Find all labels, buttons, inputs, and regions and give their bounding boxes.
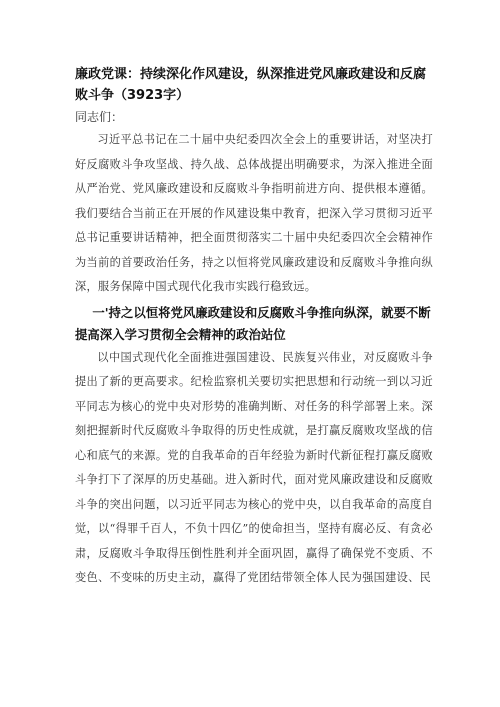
intro-paragraph: 习近平总书记在二十届中央纪委四次全会上的重要讲话，对坚决打好反腐败斗争攻坚战、持久战、总体战提出明确要求，为深入推进全面从严治党、党风廉政建设和反腐败斗争指明前进方向、提供根本遵循。我们要结合当前正在开展的作风建设集中教育，把深入学习贯彻习近平总书记重要讲话精神，把全面贯彻落实二十届中央纪委四次全会精神作为当前的首要政治任务，持之以恒将党风廉政建设和反腐败斗争推向纵深，服务保障中国式现代化我市实践行稳致远。 — [75, 133, 433, 293]
section-paragraph: 以中国式现代化全面推进强国建设、民族复兴伟业，对反腐败斗争提出了新的更高要求。纪检监察机关要切实把思想和行动统一到以习近平同志为核心的党中央对形势的准确判断、对任务的科学部署上来。深刻把握新时代反腐败斗争取得的历史性成就，是打赢反腐败攻坚战的信心和底气的来源。党的自我革命的百年经验为新时代新征程打赢反腐败斗争打下了深厚的历史基础。进入新时代，面对党风廉政建设和反腐败斗争的突出问题，以习近平同志为核心的党中央，以自我革命的高度自觉，以“得罪千百人，不负十四亿”的使命担当，坚持有腐必反、有贪必肃，反腐败斗争取得压倒性胜利并全面巩固，赢得了确保党不变质、不变色、不变味的历史主动，赢得了党团结带领全体人民为强国建设、民 — [75, 350, 433, 584]
greeting: 同志们： — [75, 110, 124, 124]
document-page — [75, 64, 433, 591]
section-heading: 一'持之以恒将党风廉政建设和反腐败斗争推向纵深，就要不断提高深入学习贯彻全会精神的政治站位 — [75, 304, 431, 342]
document-title: 廉政党课：持续深化作风建设，纵深推进党风廉政建设和反腐败斗争（3923字） — [75, 67, 427, 103]
